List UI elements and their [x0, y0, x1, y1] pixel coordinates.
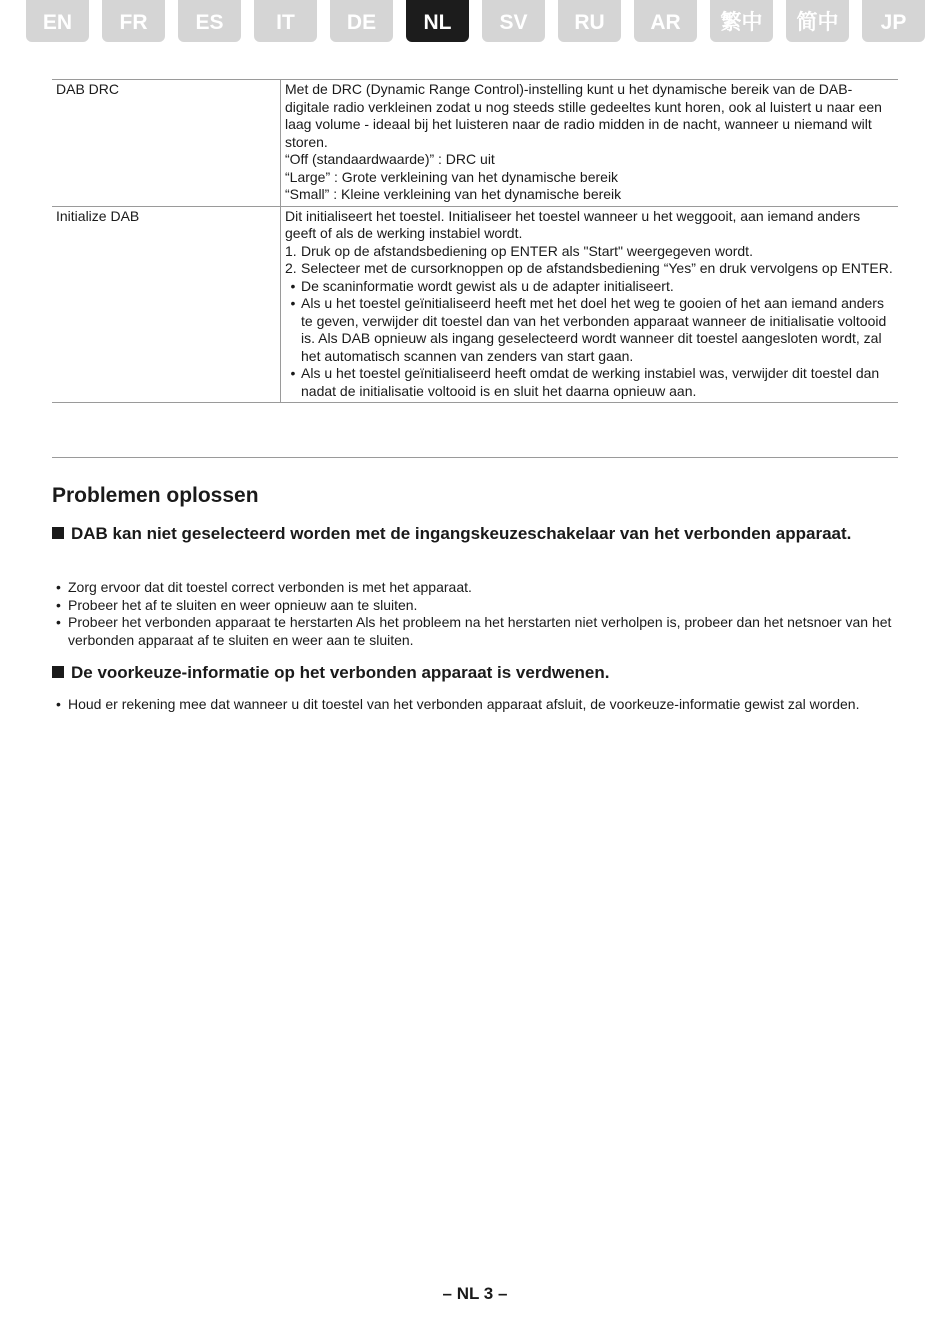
step-item — [285, 243, 894, 261]
drc-option-large: “Large” : Grote verkleining van het dynamische bereik — [285, 168, 619, 185]
drc-option-small: “Small” : Kleine verkleining van het dynamische bereik — [285, 186, 622, 202]
drc-description: Met de DRC (Dynamic Range Control)-instelling kunt u het dynamische bereik van de DAB-digitale radio verkleinen zodat u nog steeds stille gedeeltes kunt horen, ook al luistert u naar een laag volume - ideaal bij het luisteren naar de radio midden in de nacht, wanneer u niemand wilt storen. — [285, 81, 882, 150]
tab-ru[interactable]: RU — [558, 0, 621, 42]
tab-de[interactable]: DE — [330, 0, 393, 42]
bullet-icon: • — [290, 365, 296, 381]
issue-heading — [52, 522, 898, 545]
tab-zh-traditional[interactable]: 繁中 — [710, 0, 773, 42]
issue-heading-text: DAB kan niet geselecteerd worden met de ingangskeuzeschakelaar van het verbonden apparaat. — [71, 524, 852, 543]
step-text: Druk op de afstandsbediening op ENTER als "Start" weergegeven wordt. — [301, 242, 753, 259]
setting-description — [280, 80, 898, 206]
tab-nl[interactable]: NL — [406, 0, 469, 42]
tab-ar[interactable]: AR — [634, 0, 697, 42]
page-number: – NL 3 – — [442, 1284, 508, 1303]
bullet-icon: • — [56, 579, 61, 595]
settings-table — [52, 79, 898, 403]
bullet-icon: • — [56, 596, 61, 613]
list-item-text: Probeer het af te sluiten en weer opnieuw aan te sluiten. — [68, 596, 418, 613]
note-item — [285, 295, 894, 365]
tab-fr[interactable]: FR — [102, 0, 165, 42]
tab-en[interactable]: EN — [26, 0, 89, 42]
issue-bullets — [56, 579, 898, 649]
table-row-dab-drc — [52, 80, 898, 206]
bullet-icon: • — [56, 614, 61, 630]
bullet-icon: • — [56, 696, 61, 712]
step-item — [285, 260, 894, 278]
issue-heading-text: De voorkeuze-informatie op het verbonden apparaat is verdwenen. — [71, 663, 610, 682]
step-number: 2. — [285, 260, 297, 276]
step-text: Selecteer met de cursorknoppen op de afstandsbediening “Yes” en druk vervolgens op ENTER. — [301, 260, 893, 276]
bullet-icon: • — [290, 295, 296, 311]
list-item — [56, 579, 898, 597]
setting-description — [280, 207, 898, 403]
list-item — [56, 614, 898, 649]
square-bullet-icon — [52, 666, 64, 678]
issue-bullets — [56, 696, 898, 714]
tab-jp[interactable]: JP — [862, 0, 925, 42]
issue-heading — [52, 661, 898, 684]
list-item-text: Houd er rekening mee dat wanneer u dit toestel van het verbonden apparaat afsluit, de voorkeuze-informatie gewist zal worden. — [68, 696, 860, 712]
language-tabs — [26, 0, 926, 43]
list-item — [56, 696, 898, 714]
note-text: De scaninformatie wordt gewist als u de adapter initialiseert. — [301, 277, 674, 294]
setting-name: Initialize DAB — [56, 207, 140, 224]
note-text: Als u het toestel geïnitialiseerd heeft omdat de werking instabiel was, verwijder dit toestel dan nadat de initialisatie voltooid is en sluit het daarna opnieuw aan. — [301, 365, 880, 399]
setting-name: DAB DRC — [56, 81, 120, 97]
bullet-icon: • — [290, 277, 296, 294]
step-number: 1. — [285, 242, 297, 259]
note-item — [285, 278, 894, 296]
tab-it[interactable]: IT — [254, 0, 317, 42]
tab-es[interactable]: ES — [178, 0, 241, 42]
list-item-text: Zorg ervoor dat dit toestel correct verbonden is met het apparaat. — [68, 579, 472, 595]
note-item — [285, 365, 894, 400]
drc-option-off: “Off (standaardwaarde)” : DRC uit — [285, 151, 495, 167]
initialize-intro: Dit initialiseert het toestel. Initialiseer het toestel wanneer u het weggooit, aan iemand anders geeft of als de werking instabiel wordt. — [285, 207, 861, 241]
square-bullet-icon — [52, 527, 64, 539]
section-divider — [52, 457, 898, 458]
list-item — [56, 597, 898, 615]
tab-sv[interactable]: SV — [482, 0, 545, 42]
list-item-text: Probeer het verbonden apparaat te herstarten Als het probleem na het herstarten niet verholpen is, probeer dan het netsnoer van het verbonden apparaat af te sluiten en weer aan te sluiten. — [68, 614, 892, 648]
table-row-initialize-dab — [52, 206, 898, 403]
tab-zh-simplified[interactable]: 简中 — [786, 0, 849, 42]
section-title: Problemen oplossen — [52, 484, 259, 507]
note-text: Als u het toestel geïnitialiseerd heeft met het doel het weg te gooien of het aan iemand anders te geven, verwijder dit toestel dan van het verbonden apparaat wanneer de initialisatie voltooid is. Als DAB opnieuw als ingang geselecteerd wordt wanneer dit toestel aangesloten wordt, zal het automatisch scannen van zenders van start gaan. — [301, 295, 887, 364]
